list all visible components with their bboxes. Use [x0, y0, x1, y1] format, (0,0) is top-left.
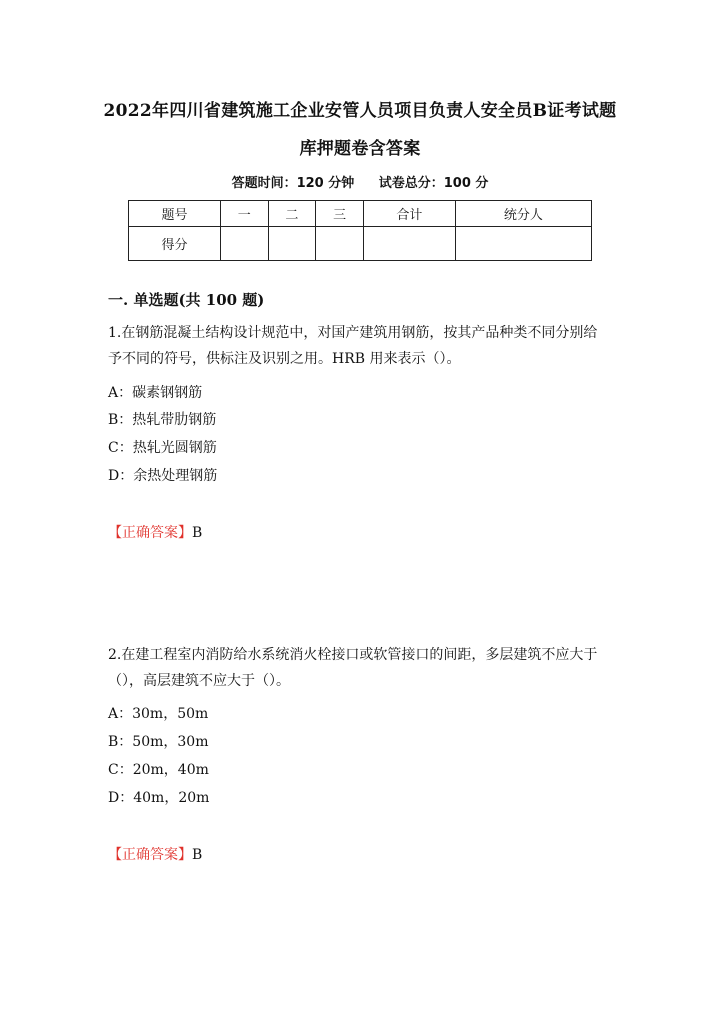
question-stem-line: （），高层建筑不应大于（）。: [108, 673, 290, 689]
score-cell: [220, 227, 268, 261]
correct-answer-label: 【正确答案】: [108, 847, 192, 863]
question-stem-line: 2.在建工程室内消防给水系统消火栓接口或软管接口的间距，多层建筑不应大于: [108, 647, 598, 663]
question-option: A：碳素钢钢筋: [108, 385, 203, 401]
correct-answer-value: B: [192, 525, 203, 541]
exam-total-score: 试卷总分：100 分: [378, 176, 489, 191]
correct-answer-label: 【正确答案】: [108, 525, 192, 541]
document-title-line2: 库押题卷含答案: [299, 139, 421, 159]
question-option: B：50m，30m: [108, 734, 209, 750]
question-stem: [108, 642, 618, 694]
document-title-line1: 2022年四川省建筑施工企业安管人员项目负责人安全员B证考试题: [103, 101, 617, 121]
score-table-header-cell: 统分人: [455, 201, 591, 227]
score-cell: [363, 227, 455, 261]
question-stem-line: 予不同的符号，供标注及识别之用。HRB 用来表示（）。: [108, 351, 461, 367]
score-table-header-cell: 一: [220, 201, 268, 227]
score-table-header-cell: 二: [268, 201, 316, 227]
section-title: 一. 单选题(共 100 题): [108, 291, 265, 309]
question-option: C：热轧光圆钢筋: [108, 440, 217, 456]
score-table-header-cell: 合计: [363, 201, 455, 227]
exam-time: 答题时间：120 分钟: [231, 176, 355, 191]
score-table: [128, 200, 592, 261]
correct-answer: [108, 522, 202, 542]
question-option: A：30m，50m: [108, 706, 209, 722]
correct-answer-value: B: [192, 847, 203, 863]
score-cell: [455, 227, 591, 261]
question-option: D：40m，20m: [108, 790, 210, 806]
question-stem: [108, 320, 618, 372]
score-table-header-row: [129, 201, 592, 227]
exam-meta: [0, 172, 720, 191]
score-table-header-cell: 三: [316, 201, 364, 227]
score-table-header-cell: 题号: [129, 201, 221, 227]
question-stem-line: 1.在钢筋混凝土结构设计规范中，对国产建筑用钢筋，按其产品种类不同分别给: [108, 325, 598, 341]
score-cell: [316, 227, 364, 261]
correct-answer: [108, 844, 202, 864]
score-table-score-row: [129, 227, 592, 261]
score-cell: [268, 227, 316, 261]
question-option: B：热轧带肋钢筋: [108, 412, 217, 428]
score-row-label: 得分: [129, 227, 221, 261]
question-option: D：余热处理钢筋: [108, 468, 218, 484]
question-option: C：20m，40m: [108, 762, 209, 778]
